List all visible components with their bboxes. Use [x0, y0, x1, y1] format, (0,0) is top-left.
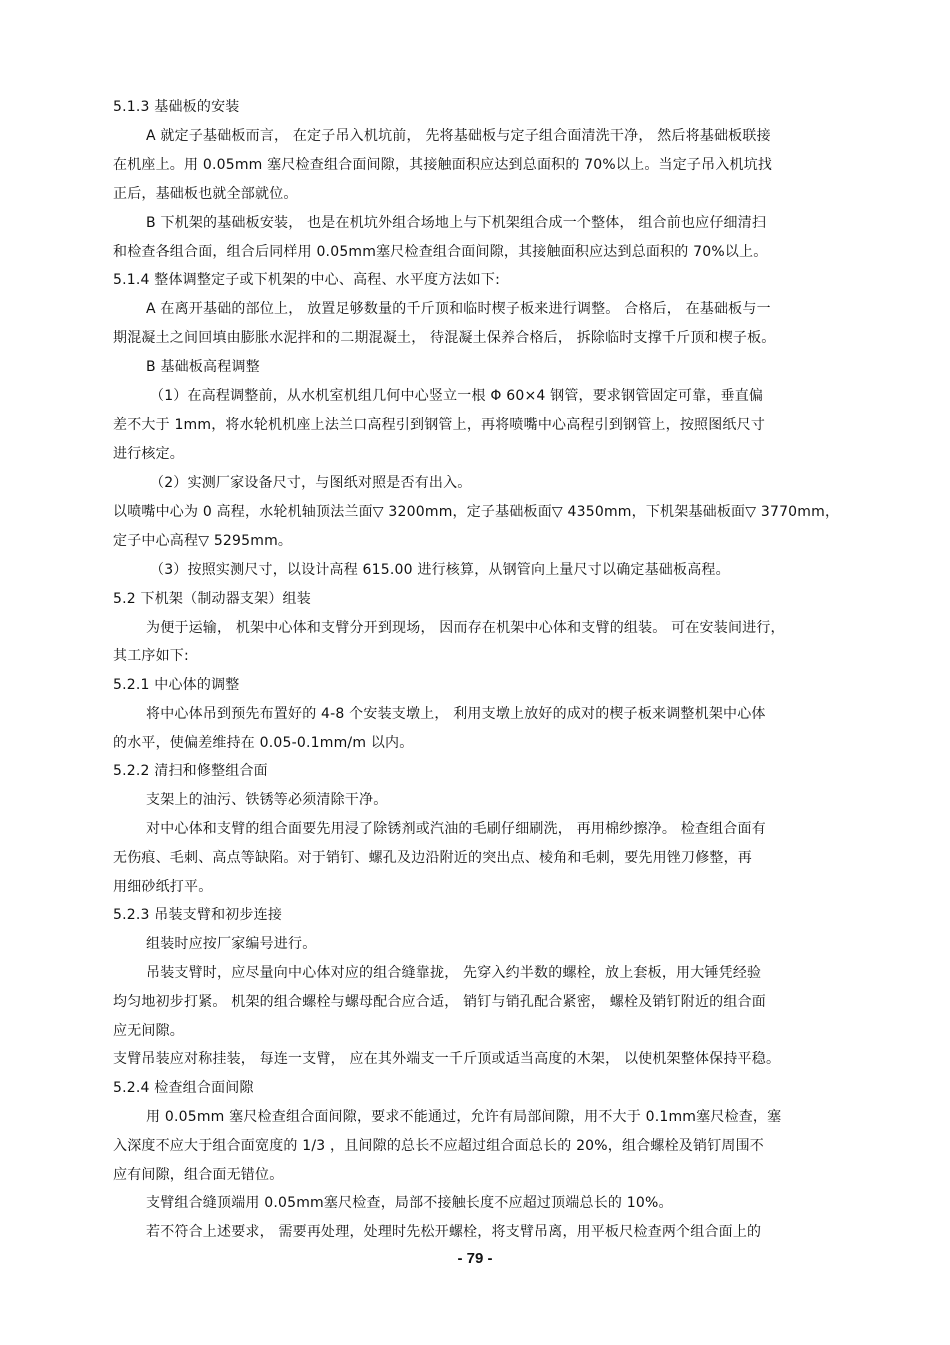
paragraph-line: 为便于运输， 机架中心体和支臂分开到现场， 因而存在机架中心体和支臂的组装。 可在安装间进行， [146, 620, 785, 636]
paragraph-line: 定子中心高程▽ 5295mm。 [113, 533, 293, 549]
paragraph-line: B 下机架的基础板安装， 也是在机坑外组合场地上与下机架组合成一个整体， 组合前也应仔细清扫 [146, 215, 767, 231]
paragraph-line: 正后，基础板也就全部就位。 [113, 186, 298, 202]
paragraph-line: 用 0.05mm 塞尺检查组合面间隙，要求不能通过，允许有局部间隙，用不大于 0.1mm塞尺检查，塞 [146, 1109, 782, 1125]
paragraph-line: 以喷嘴中心为 0 高程，水轮机轴顶法兰面▽ 3200mm，定子基础板面▽ 4350mm，下机架基础板面▽ 3770mm， [113, 504, 840, 520]
paragraph-line: 和检查各组合面，组合后同样用 0.05mm塞尺检查组合面间隙，其接触面积应达到总面积的 70%以上。 [113, 244, 768, 260]
heading-5-2-1: 5.2.1 中心体的调整 [113, 677, 240, 693]
paragraph-line: 对中心体和支臂的组合面要先用浸了除锈剂或汽油的毛刷仔细刷洗， 再用棉纱擦净。 检查组合面有 [146, 821, 766, 837]
heading-5-1-3: 5.1.3 基础板的安装 [113, 99, 240, 115]
paragraph-line: 将中心体吊到预先布置好的 4-8 个安装支墩上， 利用支墩上放好的成对的楔子板来调整机架中心体 [146, 706, 766, 722]
paragraph-line: 无伤痕、毛刺、高点等缺陷。对于销钉、螺孔及边沿附近的突出点、棱角和毛刺，要先用锉刀修整，再 [113, 850, 752, 866]
paragraph-line: 期混凝土之间回填由膨胀水泥拌和的二期混凝土， 待混凝土保养合格后， 拆除临时支撑千斤顶和楔子板。 [113, 330, 776, 346]
paragraph-line: 入深度不应大于组合面宽度的 1/3 ，且间隙的总长不应超过组合面总长的 20%，组合螺栓及销钉周围不 [113, 1138, 764, 1154]
paragraph-line: 在机座上。用 0.05mm 塞尺检查组合面间隙，其接触面积应达到总面积的 70%以上。当定子吊入机坑找 [113, 157, 773, 173]
page-number: - 79 - [457, 1250, 493, 1267]
paragraph-line: 其工序如下: [113, 648, 189, 664]
paragraph-line: 的水平，使偏差维持在 0.05-0.1mm/m 以内。 [113, 735, 414, 751]
paragraph-line: A 在离开基础的部位上， 放置足够数量的千斤顶和临时楔子板来进行调整。 合格后， 在基础板与一 [146, 301, 771, 317]
paragraph-line: 应有间隙，组合面无错位。 [113, 1167, 284, 1183]
paragraph-line: 应无间隙。 [113, 1023, 184, 1039]
paragraph-line: A 就定子基础板而言， 在定子吊入机坑前， 先将基础板与定子组合面清洗干净， 然后将基础板联接 [146, 128, 771, 144]
paragraph-line: （1）在高程调整前，从水机室机组几何中心竖立一根 Φ 60×4 钢管，要求钢管固定可靠，垂直偏 [150, 388, 764, 404]
paragraph-line: 进行核定。 [113, 446, 184, 462]
heading-5-2-3: 5.2.3 吊装支臂和初步连接 [113, 907, 283, 923]
paragraph-line: 吊装支臂时，应尽量向中心体对应的组合缝靠拢， 先穿入约半数的螺栓，放上套板，用大锤凭经验 [146, 965, 762, 981]
paragraph-line: 支架上的油污、铁锈等必须清除干净。 [146, 792, 388, 808]
heading-5-1-4: 5.1.4 整体调整定子或下机架的中心、高程、水平度方法如下: [113, 272, 500, 288]
paragraph-line: （3）按照实测尺寸，以设计高程 615.00 进行核算，从钢管向上量尺寸以确定基础板高程。 [150, 562, 730, 578]
heading-5-2: 5.2 下机架（制动器支架）组装 [113, 591, 311, 607]
paragraph-line: 支臂组合缝顶端用 0.05mm塞尺检查，局部不接触长度不应超过顶端总长的 10%。 [146, 1195, 673, 1211]
heading-5-2-4: 5.2.4 检查组合面间隙 [113, 1080, 254, 1096]
heading-5-2-2: 5.2.2 清扫和修整组合面 [113, 763, 268, 779]
paragraph-line: （2）实测厂家设备尺寸，与图纸对照是否有出入。 [150, 475, 472, 491]
paragraph-line: 支臂吊装应对称挂装， 每连一支臂， 应在其外端支一千斤顶或适当高度的木架， 以使机架整体保持平稳。 [113, 1051, 781, 1067]
paragraph-line: 若不符合上述要求， 需要再处理，处理时先松开螺栓，将支臂吊离，用平板尺检查两个组合面上的 [146, 1224, 762, 1240]
paragraph-line: 均匀地初步打紧。 机架的组合螺栓与螺母配合应合适， 销钉与销孔配合紧密， 螺栓及销钉附近的组合面 [113, 994, 766, 1010]
paragraph-line: 用细砂纸打平。 [113, 879, 213, 895]
paragraph-line: 组装时应按厂家编号进行。 [146, 936, 317, 952]
paragraph-line: B 基础板高程调整 [146, 359, 260, 375]
paragraph-line: 差不大于 1mm，将水轮机机座上法兰口高程引到钢管上，再将喷嘴中心高程引到钢管上，按照图纸尺寸 [113, 417, 766, 433]
